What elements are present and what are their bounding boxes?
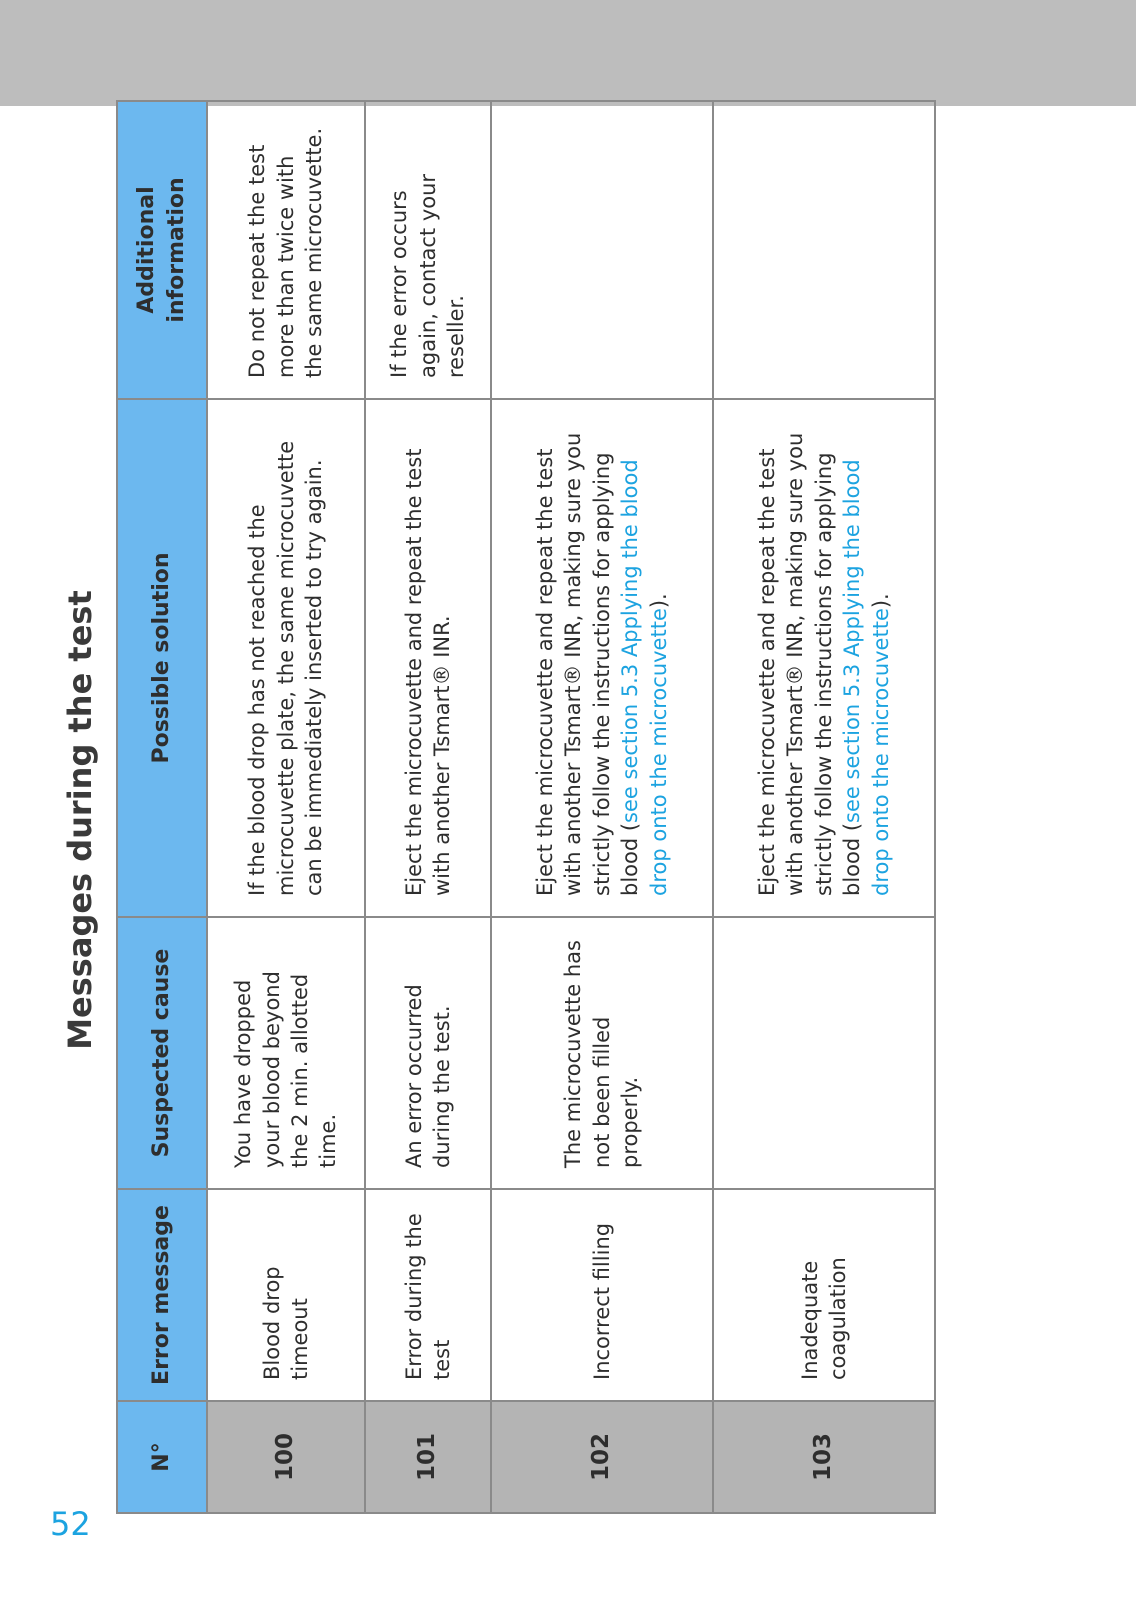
additional-information: Do not repeat the test more than twice with the same microcuvette. — [207, 101, 365, 399]
header-additional-information: Additional information — [117, 101, 207, 399]
header-no: N° — [117, 1401, 207, 1513]
error-code: 103 — [713, 1401, 935, 1513]
section-link[interactable]: see section 5.3 Applying the blood drop onto the microcuvette — [618, 459, 671, 896]
solution-text-end: ). — [868, 593, 893, 609]
page-title: Messages during the test — [61, 590, 99, 1050]
solution-text: Eject the microcuvette and repeat the test with another Tsmart® INR, making sure you strictly follow the instructions for applying blood ( — [533, 432, 643, 896]
header-possible-solution: Possible solution — [117, 399, 207, 917]
error-message: Error during the test — [365, 1189, 491, 1401]
table-row — [491, 101, 713, 1513]
error-code: 101 — [365, 1401, 491, 1513]
additional-information — [713, 101, 935, 399]
table-header-row — [117, 101, 207, 1513]
error-message: Inadequate coagulation — [713, 1189, 935, 1401]
table-row — [365, 101, 491, 1513]
page-number: 52 — [50, 1505, 91, 1543]
section-link[interactable]: see section 5.3 Applying the blood drop onto the microcuvette — [840, 459, 893, 896]
error-messages-table — [116, 100, 936, 1514]
table-row — [207, 101, 365, 1513]
header-suspected-cause: Suspected cause — [117, 917, 207, 1189]
rotated-content — [50, 100, 950, 1543]
additional-information: If the error occurs again, contact your reseller. — [365, 101, 491, 399]
solution-text-end: ). — [646, 593, 671, 609]
suspected-cause: You have dropped your blood beyond the 2 min. allotted time. — [207, 917, 365, 1189]
possible-solution — [491, 399, 713, 917]
error-message: Blood drop timeout — [207, 1189, 365, 1401]
suspected-cause — [713, 917, 935, 1189]
additional-information — [491, 101, 713, 399]
possible-solution — [713, 399, 935, 917]
top-band — [0, 0, 1136, 106]
possible-solution: Eject the microcuvette and repeat the test with another Tsmart® INR. — [365, 399, 491, 917]
error-code: 102 — [491, 1401, 713, 1513]
solution-text: Eject the microcuvette and repeat the test with another Tsmart® INR, making sure you strictly follow the instructions for applying blood ( — [755, 432, 865, 896]
table-row — [713, 101, 935, 1513]
error-message: Incorrect filling — [491, 1189, 713, 1401]
suspected-cause: The microcuvette has not been filled properly. — [491, 917, 713, 1189]
error-code: 100 — [207, 1401, 365, 1513]
header-error-message: Error message — [117, 1189, 207, 1401]
possible-solution: If the blood drop has not reached the microcuvette plate, the same microcuvette can be immediately inserted to try again. — [207, 399, 365, 917]
suspected-cause: An error occurred during the test. — [365, 917, 491, 1189]
